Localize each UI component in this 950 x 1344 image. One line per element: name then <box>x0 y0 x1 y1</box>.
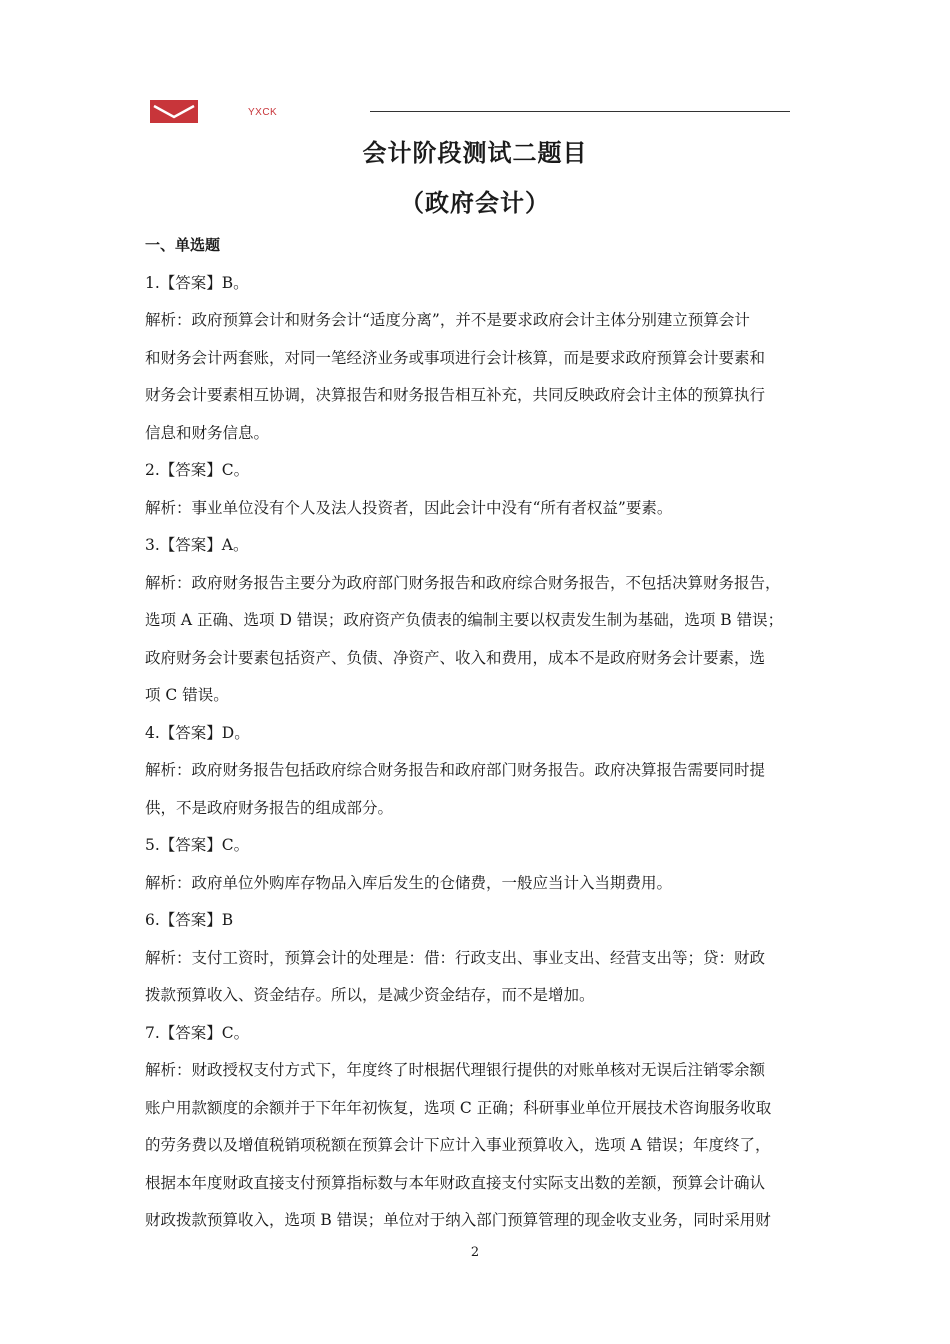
text-line: 财务会计要素相互协调，决算报告和财务报告相互补充，共同反映政府会计主体的预算执行 <box>145 386 766 404</box>
text-line: 4.【答案】D。 <box>145 723 250 742</box>
brand-text: YXCK <box>248 107 278 118</box>
text-line: 和财务会计两套账，对同一笔经济业务或事项进行会计核算，而是要求政府预算会计要素和 <box>145 348 766 367</box>
text-line: 1.【答案】B。 <box>145 273 249 292</box>
text-line: 3.【答案】A。 <box>145 536 249 554</box>
text-line: 6.【答案】B <box>145 911 234 929</box>
text-line: 解析：政府财务报告包括政府综合财务报告和政府部门财务报告。政府决算报告需要同时提 <box>145 761 766 779</box>
text-line: 财政拨款预算收入，选项 B 错误；单位对于纳入部门预算管理的现金收支业务，同时采用财 <box>145 1211 771 1229</box>
text-line: 解析：政府财务报告主要分为政府部门财务报告和政府综合财务报告，不包括决算财务报告， <box>145 573 781 592</box>
text-line: 信息和财务信息。 <box>145 423 270 442</box>
text-line: 2.【答案】C。 <box>145 461 250 479</box>
text-line: 项 C 错误。 <box>145 686 229 704</box>
page-number: 2 <box>470 1245 480 1260</box>
text-line: 供，不是政府财务报告的组成部分。 <box>145 798 394 817</box>
text-line: 解析：支付工资时，预算会计的处理是：借：行政支出、事业支出、经营支出等；贷：财政 <box>145 948 766 967</box>
section-heading: 一、单选题 <box>145 236 221 254</box>
text-line: 解析：政府单位外购库存物品入库后发生的仓储费，一般应当计入当期费用。 <box>145 873 673 892</box>
text-line: 拨款预算收入、资金结存。所以，是减少资金结存，而不是增加。 <box>145 986 595 1004</box>
text-line: 解析：政府预算会计和财务会计“适度分离”，并不是要求政府会计主体分别建立预算会计 <box>145 311 750 329</box>
page-title: 会计阶段测试二题目 <box>362 138 588 167</box>
document-body <box>145 227 807 1240</box>
text-line: 选项 A 正确、选项 D 错误；政府资产负债表的编制主要以权责发生制为基础，选项 B 错误； <box>145 611 784 629</box>
text-line: 账户用款额度的余额并于下年年初恢复，选项 C 正确；科研事业单位开展技术咨询服务收取 <box>145 1098 772 1117</box>
text-line: 解析：财政授权支付方式下，年度终了时根据代理银行提供的对账单核对无误后注销零余额 <box>145 1061 766 1079</box>
page-header <box>150 100 790 126</box>
page-subtitle: （政府会计） <box>400 188 550 217</box>
text-line: 的劳务费以及增值税销项税额在预算会计下应计入事业预算收入，选项 A 错误；年度终了， <box>145 1136 771 1154</box>
text-line: 5.【答案】C。 <box>145 836 250 854</box>
text-line: 解析：事业单位没有个人及法人投资者，因此会计中没有“所有者权益”要素。 <box>145 498 673 517</box>
text-line: 政府财务会计要素包括资产、负债、净资产、收入和费用，成本不是政府财务会计要素，选 <box>145 648 766 667</box>
text-line: 7.【答案】C。 <box>145 1023 250 1042</box>
text-line: 根据本年度财政直接支付预算指标数与本年财政直接支付实际支出数的差额，预算会计确认 <box>145 1173 766 1192</box>
header-rule <box>370 111 790 112</box>
logo-envelope-icon <box>150 100 198 123</box>
